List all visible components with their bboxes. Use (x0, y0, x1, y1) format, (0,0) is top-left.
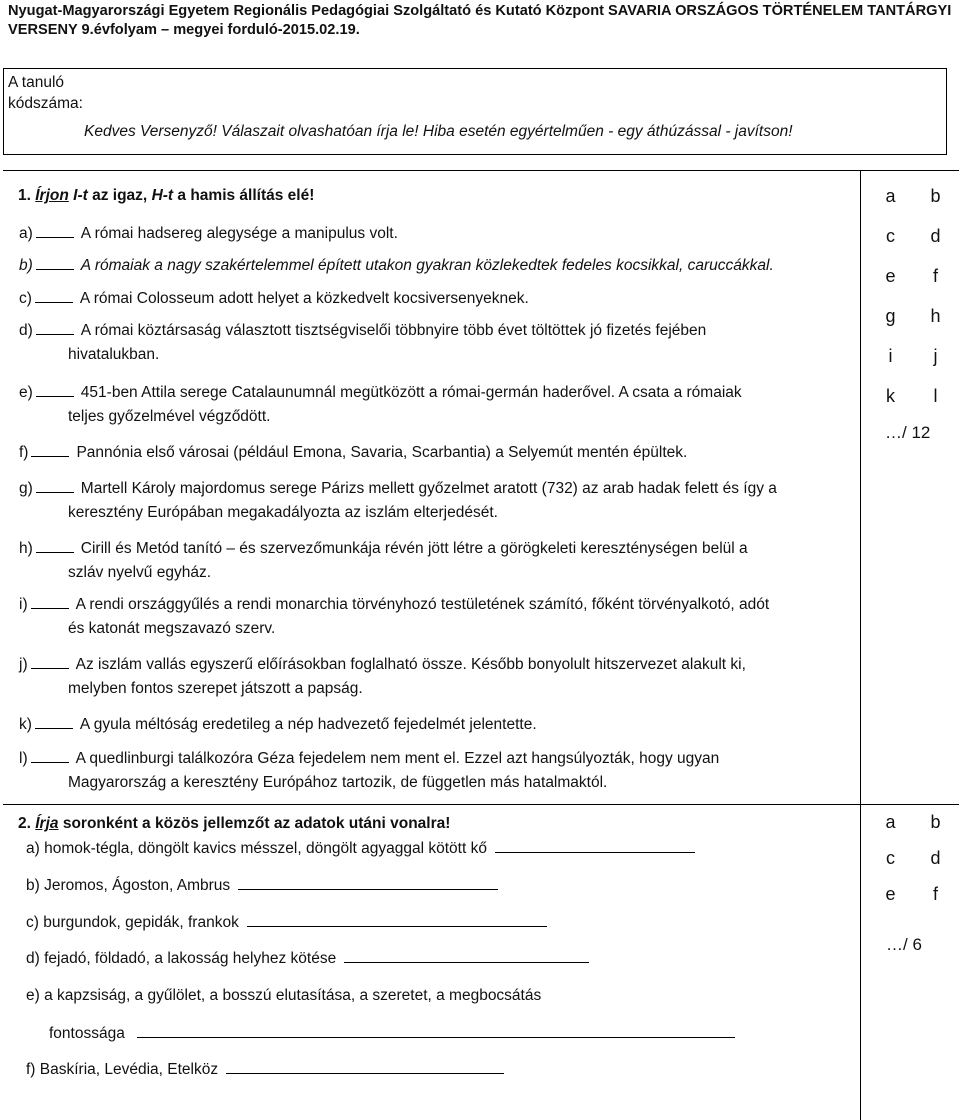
statement-letter: a) (19, 225, 33, 242)
statement-letter: l) (19, 750, 28, 767)
q1-statement-l (19, 749, 854, 793)
statement-text: A quedlinburgi találkozóra Géza fejedelem nem ment el. Ezzel azt hangsúlyozták, hogy ugyan (75, 750, 720, 767)
q1-statement-e (19, 383, 854, 427)
question-table (3, 170, 959, 1120)
q2-title: 2. Írja soronként a közös jellemzőt az adatok utáni vonalra! (18, 815, 451, 832)
statement-text-continued: melyben fontos szerepet játszott a papság. (68, 680, 363, 697)
answer-blank[interactable] (31, 656, 69, 669)
grid-letter-e: e (885, 266, 896, 286)
statement-letter: j) (19, 656, 28, 673)
answer-blank[interactable] (31, 444, 69, 457)
grid-letter-a: a (885, 812, 896, 832)
statement-text: A rendi országgyűlés a rendi monarchia törvényhozó testületének számító, főként törvényalkotó, adót (75, 596, 770, 613)
grid-letter-c: c (886, 226, 895, 246)
statement-text: Pannónia első városai (például Emona, Savaria, Scarbantia) a Selyemút mentén épültek. (76, 444, 688, 461)
answer-blank[interactable] (35, 290, 73, 303)
statement-text-continued: Magyarország a keresztény Európához tartozik, de független más hatalmaktól. (68, 774, 608, 791)
statement-letter: k) (19, 716, 32, 733)
grid-letter-i: i (888, 346, 893, 366)
statement-letter: b) (19, 257, 33, 274)
item-text: e) a kapzsiság, a gyűlölet, a bosszú elutasítása, a szeretet, a megbocsátás (26, 987, 542, 1004)
statement-text: A római hadsereg alegysége a manipulus volt. (80, 225, 398, 242)
answer-blank[interactable] (36, 322, 74, 335)
grid-letter-l: l (933, 386, 938, 406)
answer-blank[interactable] (36, 384, 74, 397)
item-text: b) Jeromos, Ágoston, Ambrus (26, 877, 231, 894)
q1-statement-b (19, 256, 854, 276)
grid-letter-d: d (930, 226, 941, 246)
statement-text: A rómaiak a nagy szakértelemmel épített utakon gyakran közlekedtek fedeles kocsikkal, caruccákkal. (80, 257, 774, 274)
statement-text: A római Colosseum adott helyet a közkedvelt kocsiversenyeknek. (79, 290, 529, 307)
q1-score: …/ 12 (885, 423, 931, 442)
statement-letter: d) (19, 322, 33, 339)
q1-statement-a (19, 224, 854, 244)
grid-letter-e: e (885, 884, 896, 904)
q1-statement-i (19, 595, 854, 639)
answer-line[interactable] (247, 912, 547, 927)
q2-item-a (26, 838, 695, 859)
statement-text-continued: keresztény Európában megakadályozta az iszlám elterjedését. (68, 504, 498, 521)
answer-blank[interactable] (36, 257, 74, 270)
statement-letter: e) (19, 384, 33, 401)
student-id-box[interactable] (3, 68, 947, 155)
answer-line[interactable] (226, 1059, 504, 1074)
grid-letter-g: g (885, 306, 896, 326)
answer-blank[interactable] (31, 750, 69, 763)
statement-letter: g) (19, 480, 33, 497)
item-text: d) fejadó, földadó, a lakosság helyhez kötése (26, 950, 337, 967)
statement-text: Martell Károly majordomus serege Párizs mellett győzelmet aratott (732) az arab hadak felett és így a (80, 480, 777, 497)
statement-text-continued: és katonát megszavazó szerv. (68, 620, 276, 637)
q2-item-f (26, 1059, 504, 1080)
statement-letter: h) (19, 540, 33, 557)
q2-answer-grid (868, 804, 958, 912)
item-text: f) Baskíria, Levédia, Etelköz (26, 1061, 219, 1078)
q1-statement-h (19, 539, 854, 583)
statement-text: A római köztársaság választott tisztségviselői többnyire több évet töltöttek jó fizetés fejében (80, 322, 707, 339)
grid-letter-k: k (886, 386, 895, 406)
item-text: a) homok-tégla, döngölt kavics mésszel, döngölt agyaggal kötött kő (26, 840, 487, 857)
statement-text: A gyula méltóság eredetileg a nép hadvezető fejedelmét jelentette. (79, 716, 537, 733)
statement-text: Cirill és Metód tanító – és szervezőmunkája révén jött létre a görögkeleti kereszténységen belül a (80, 540, 748, 557)
q2-item-d (26, 948, 589, 969)
q2-item-e (26, 986, 735, 1044)
statement-text: 451-ben Attila serege Catalaunumnál megütközött a római-germán haderővel. A csata a rómaiak (80, 384, 742, 401)
header-line-2: VERSENY 9.évfolyam – megyei forduló-2015.02.19. (8, 22, 360, 38)
answer-blank[interactable] (36, 225, 74, 238)
answer-line[interactable] (344, 948, 589, 963)
statement-letter: f) (19, 444, 29, 461)
grid-letter-f: f (932, 884, 938, 904)
item-text: c) burgundok, gepidák, frankok (26, 914, 239, 931)
row-divider (3, 804, 959, 805)
header-line-1: Nyugat-Magyarországi Egyetem Regionális Pedagógiai Szolgáltató és Kutató Központ SAVARIA ORSZÁGOS TÖRTÉNELEM TANTÁRGYI (8, 3, 952, 19)
q1-statement-g (19, 479, 854, 523)
answer-blank[interactable] (35, 716, 73, 729)
page-header (8, 2, 953, 40)
statement-text-continued: hivatalukban. (68, 346, 160, 363)
q2-score: …/ 6 (886, 935, 922, 954)
grid-letter-b: b (930, 186, 941, 206)
grid-letter-a: a (885, 186, 896, 206)
q1-statement-f (19, 443, 854, 463)
q1-title: 1. Írjon I-t az igaz, H-t a hamis állítás elé! (18, 187, 315, 204)
answer-blank[interactable] (31, 596, 69, 609)
answer-line[interactable] (137, 1023, 735, 1038)
q1-statement-k (19, 715, 854, 735)
q2-item-c (26, 912, 547, 933)
grid-letter-d: d (930, 848, 941, 868)
column-divider (860, 171, 861, 1120)
q1-statement-c (19, 289, 854, 309)
answer-blank[interactable] (36, 540, 74, 553)
statement-text-continued: szláv nyelvű egyház. (68, 564, 212, 581)
statement-text: Az iszlám vallás egyszerű előírásokban foglalható össze. Később bonyolult hitszervezet alakult ki, (75, 656, 746, 673)
q1-statement-d (19, 321, 854, 365)
grid-letter-j: j (933, 346, 938, 366)
statement-letter: c) (19, 290, 32, 307)
grid-letter-c: c (886, 848, 895, 868)
q2-item-b (26, 875, 498, 896)
item-text-continued: fontossága (49, 1025, 125, 1042)
grid-letter-b: b (930, 812, 941, 832)
answer-blank[interactable] (36, 480, 74, 493)
answer-line[interactable] (495, 838, 695, 853)
statement-text-continued: teljes győzelmével végződött. (68, 408, 271, 425)
answer-line[interactable] (238, 875, 498, 890)
student-code-label: A tanuló kódszáma: (8, 74, 83, 112)
q1-answer-grid (868, 176, 958, 416)
grid-letter-f: f (932, 266, 938, 286)
instruction-note: Kedves Versenyző! Válaszait olvashatóan írja le! Hiba esetén egyértelműen - egy áthúzással - javítson! (84, 123, 793, 140)
statement-letter: i) (19, 596, 28, 613)
q1-statement-j (19, 655, 854, 699)
grid-letter-h: h (930, 306, 941, 326)
